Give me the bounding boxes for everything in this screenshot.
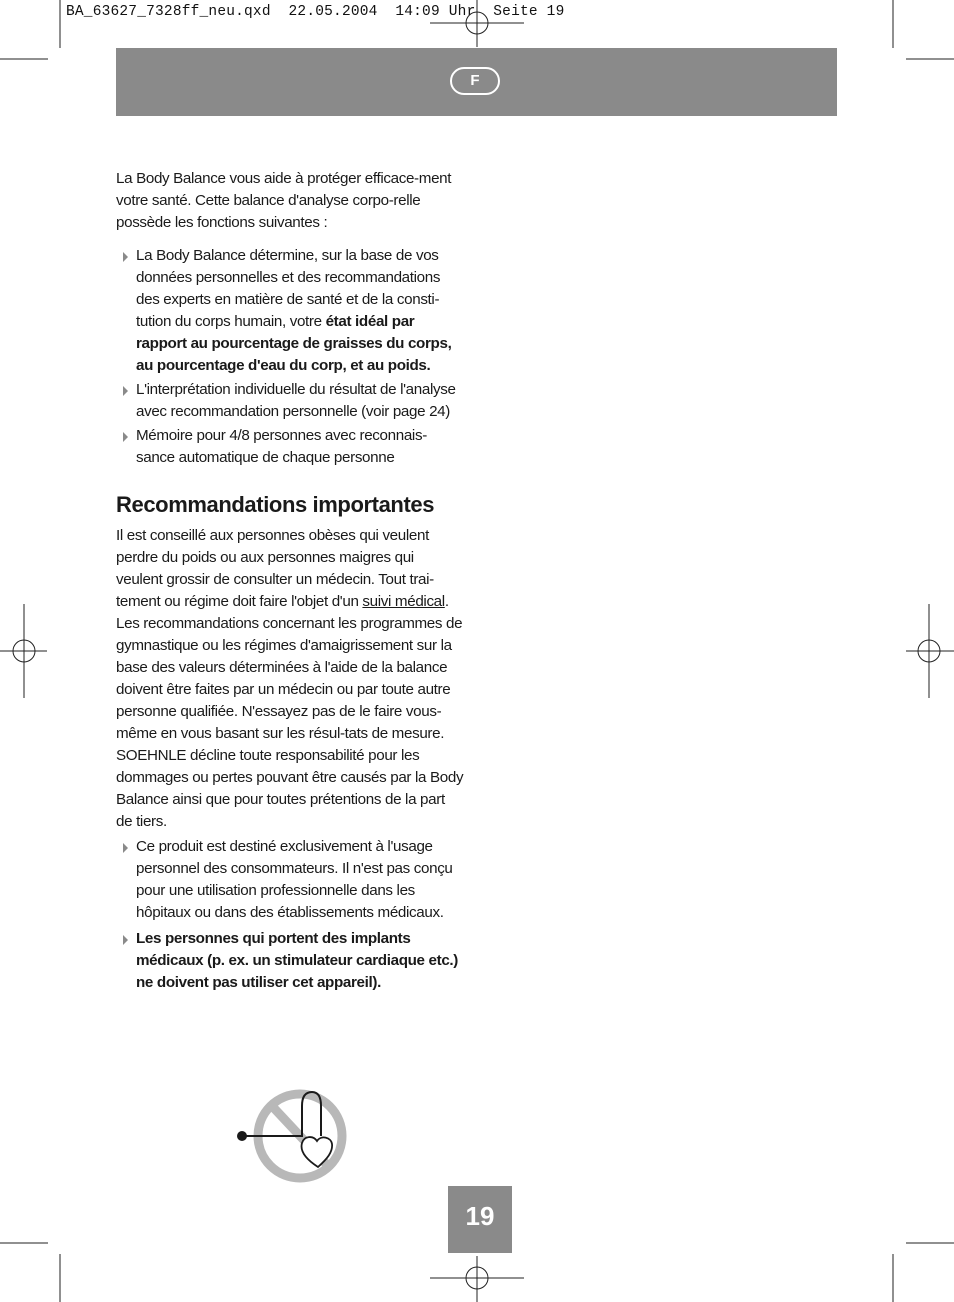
print-slug: BA_63627_7328ff_neu.qxd 22.05.2004 14:09 Uhr Seite 19 xyxy=(66,4,565,20)
feature-text-bold: état idéal par rapport au pourcentage de graisses du corps, au pourcentage d'eau du corp, et au poids. xyxy=(136,313,452,374)
lead-terminal-dot xyxy=(237,1131,247,1141)
crosshair-registration-icon xyxy=(906,604,954,698)
feature-list xyxy=(116,245,464,469)
warning-text: Ce produit est destiné exclusivement à l'usage personnel des consommateurs. Il n'est pas conçu pour une utilisation professionnelle dans les hôpitaux ou dans des établissements médicaux. xyxy=(136,838,453,921)
list-item xyxy=(116,425,464,469)
recommendation-paragraph xyxy=(116,525,464,613)
recommendation-text: Il est conseillé aux personnes obèses qui veulent perdre du poids ou aux personnes maigres qui veulent grossir de consulter un médecin. Tout trai-tement ou régime doit faire l'objet d'un xyxy=(116,527,434,610)
feature-text: La Body Balance détermine, sur la base de vos données personnelles et des recommandations des experts en matière de santé et de la consti-tution du corps humain, votre xyxy=(136,247,441,330)
feature-text: L'interprétation individuelle du résultat de l'analyse avec recommandation personnelle (voir page 24) xyxy=(136,381,456,420)
page-number: 19 xyxy=(448,1186,512,1253)
medical-follow-up-underlined: suivi médical xyxy=(362,593,445,610)
crosshair-registration-icon xyxy=(430,1256,524,1302)
recommendation-paragraph: Les recommandations concernant les programmes de gymnastique ou les régimes d'amaigrissement sur la base des valeurs déterminées à l'aide de la balance doivent être faites par un médecin ou par toute autre personne qualifiée. N'essayez pas de le faire vous-même en vous basant sur les résul-tats de mesure. xyxy=(116,615,463,742)
crosshair-registration-icon xyxy=(430,0,524,47)
warning-text-bold: Les personnes qui portent des implants médicaux (p. ex. un stimulateur cardiaque etc.) ne doivent pas utiliser cet appareil). xyxy=(136,930,458,991)
list-item xyxy=(116,379,464,423)
main-text-column xyxy=(116,168,464,996)
liability-paragraph: SOEHNLE décline toute responsabilité pour les dommages ou pertes pouvant être causés par la Body Balance ainsi que pour toutes prétentions de la part de tiers. xyxy=(116,747,464,830)
warning-list xyxy=(116,836,464,994)
recommendation-text: . xyxy=(444,593,449,610)
list-item xyxy=(116,836,464,924)
section-title: Recommandations importantes xyxy=(116,492,435,517)
feature-text: Mémoire pour 4/8 personnes avec reconnais-sance automatique de chaque personne xyxy=(136,427,427,466)
no-pacemaker-icon xyxy=(232,1088,352,1188)
language-badge: F xyxy=(450,67,500,95)
list-item xyxy=(116,245,464,377)
intro-paragraph: La Body Balance vous aide à protéger efficace-ment votre santé. Cette balance d'analyse corpo-relle possède les fonctions suivantes : xyxy=(116,170,452,231)
crosshair-registration-icon xyxy=(0,604,47,698)
list-item xyxy=(116,928,464,994)
